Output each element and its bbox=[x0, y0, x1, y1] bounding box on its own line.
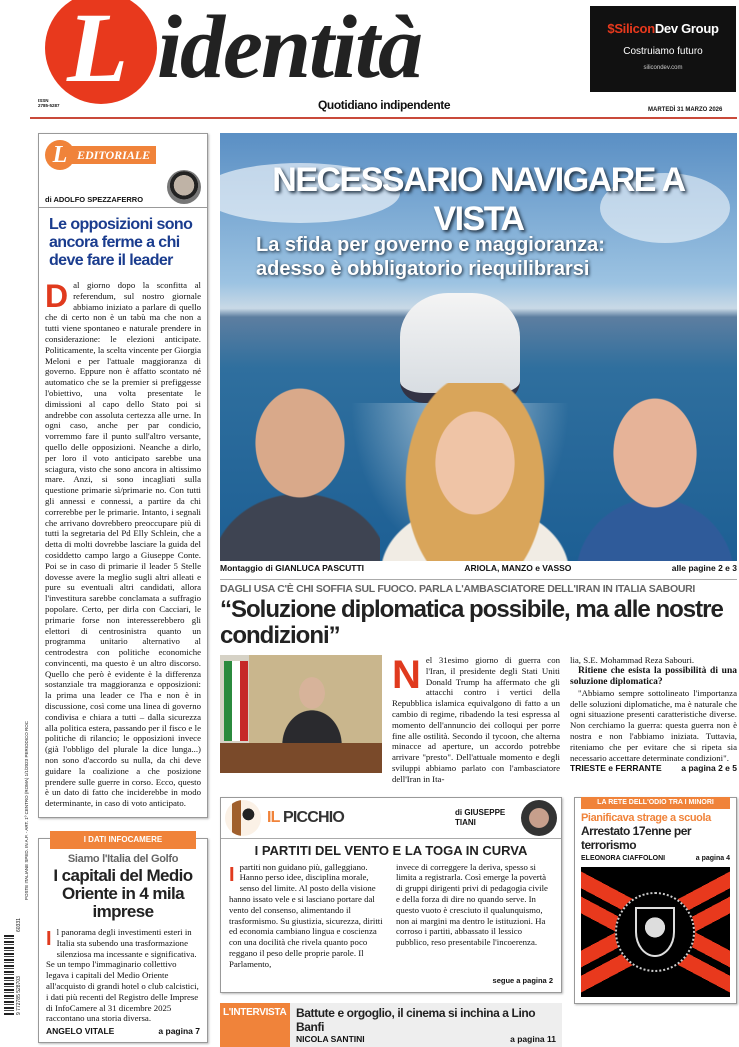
infocamere-box bbox=[38, 835, 208, 1043]
interview-author: NICOLA SANTINI bbox=[296, 1033, 365, 1044]
minors-headline[interactable]: Arrestato 17enne per terrorismo bbox=[581, 823, 692, 852]
logo[interactable] bbox=[45, 0, 565, 104]
interview-headline: Battute e orgoglio, il cinema si inchina a Lino Banfi bbox=[296, 1005, 536, 1034]
infocamere-text: Il panorama degli investimenti esteri in Italia sta subendo una trasformazione silenziosa ma incessante e significativa. Se un tempo l'immaginario collettivo legava i capitali del Medio Oriente all'acquisto di grandi hotel o club calcistici, i dati più recenti del Registro delle Imprese di InfoCamere al 31 dicembre 2025 raccontano una storia diversa. bbox=[46, 927, 199, 1024]
header-rule bbox=[30, 117, 737, 119]
photo-credit: Montaggio di GIANLUCA PASCUTTI bbox=[220, 563, 365, 573]
editorial-badge: L bbox=[45, 140, 75, 170]
ambassador-photo bbox=[220, 655, 382, 773]
person-right bbox=[570, 383, 737, 561]
picchio-author: di GIUSEPPE TIANI bbox=[455, 807, 506, 827]
interview-page-ref[interactable]: a pagina 11 bbox=[510, 1033, 556, 1044]
person-left bbox=[220, 383, 380, 561]
iran-text-col2: lia, S.E. Mohammad Reza Sabouri. Ritiene che esista la possibilità di una soluzione diplomatica? "Abbiamo sempre sottolineato l'importanza delle soluzioni diplomatiche, ma è naturale che ogni situazione presenti caratteristiche diverse. Non cerchiamo la guerra: questa guerra non è nostra e non l'abbiamo iniziata. Tuttavia, riteniamo che per evitare che si ripeta sia necessario accettare determinate condizioni". bbox=[570, 655, 737, 763]
infocamere-page-ref[interactable]: a pagina 7 bbox=[158, 1026, 200, 1037]
masthead bbox=[0, 0, 739, 120]
author-photo bbox=[167, 170, 201, 204]
minors-box bbox=[574, 797, 737, 1004]
minors-page-ref[interactable]: a pagina 4 bbox=[695, 854, 730, 862]
silicondev-ad[interactable]: $SiliconDev Group Costruiamo futuro silicondev.com bbox=[590, 6, 736, 92]
picchio-box bbox=[220, 797, 562, 993]
desk bbox=[220, 743, 382, 773]
editorial-author: di ADOLFO SPEZZAFERRO bbox=[45, 195, 144, 204]
hero-authors: ARIOLA, MANZO e VASSO bbox=[464, 563, 572, 573]
infocamere-headline[interactable]: I capitali del Medio Oriente in 4 mila imprese bbox=[53, 866, 193, 922]
infocamere-author: ANGELO VITALE bbox=[46, 1026, 115, 1037]
ad-url: silicondev.com bbox=[643, 65, 683, 71]
iran-page-ref[interactable]: a pagina 2 e 5 bbox=[681, 763, 737, 774]
iran-text-col1: Nel 31esimo giorno di guerra con l'Iran, il presidente degli Stati Uniti Donald Trump ha affermato che gli attacchi contro i vertici della Repubblica islamica equivalgono di fatto a un cambio di regime, ribadendo la tesi espressa al momento dell'annuncio dei colloqui per porre fine alle ostilità. Secondo il tycoon, che alterna minacce ad aperture, un accordo potrebbe arrivare "presto". Dell'attuale momento e degli sviluppi abbiamo parlato con l'ambasciatore dell'Iran in Ita- bbox=[392, 653, 560, 784]
tagline: Quotidiano indipendente bbox=[318, 98, 451, 112]
minors-author: ELEONORA CIAFFOLONI bbox=[581, 854, 666, 862]
interview-label: L'INTERVISTA bbox=[220, 1003, 290, 1047]
editorial-label: EDITORIALE bbox=[71, 146, 156, 164]
ambassador-figure bbox=[282, 675, 342, 743]
issue-date: MARTEDÌ 31 MARZO 2026 bbox=[648, 107, 723, 113]
ad-slogan: Costruiamo futuro bbox=[623, 46, 703, 57]
minors-label: LA RETE DELL'ODIO TRA I MINORI bbox=[581, 797, 730, 809]
barcode bbox=[4, 935, 14, 1015]
iran-flag bbox=[224, 661, 248, 741]
editorial-text: Dal giorno dopo la sconfitta al referendum, sul nostro giornale abbiamo iniziato a parlare di quello che di certo non è un tabù ma che non a tutti viene spontaneo e naturale prendere in considerazione: le elezioni anticipate. Politicamente, la scelta vincente per Giorgia Meloni e per l'attuale maggioranza di governo. Eppure non è affatto scontato né automatico che se la premier si prefiggesse l'obiettivo, una volta presentate le dimissioni al capo dello Stato poi si andrebbe con assoluta certezza alle urne. In ogni caso, anche per par condicio, vorremmo fare il punto sull'altro versante, quello delle opposizioni. Neanche a dirlo, per loro il voto anticipato sarebbe una sciagura, visto che sono ancora in altissimo mare. Anzi, si sono incagliati sulla questione primarie sì/primarie no. Con tutti gli annessi e connessi, a partire da chi correrebbe per le primarie. Intanto, i segnali che arrivano dovrebbero preoccupare più di tutti la segretaria del Pd Elly Schlein, che a detta di molti dovrebbe lasciare la guida del cosiddetto campo largo a Giuseppe Conte. Poi se in caso di primarie il leader 5 Stelle dovesse avere la meglio sugli altri alleati e pure su eventuali altri candidati, allora l'investitura sarebbe conclamata a suffragio popolare. Certo, per dirla con Cacciari, le primarie forse non interesserebbero gli elettori di centrosinistra quanto un programma unitario alternativo al centrodestra con politiche economiche convincenti, ma questo è un altro discorso. Quello che però è evidente è la differenza sostanziale tra maggioranza e opposizioni: la prima una leader ce l'ha e non è in discussione, così come una linea di governo condivisa e chiara a tutti – dalla sicurezza alla politica estera, passando per il fisco e le politiche di rilancio; le opposizioni invece (già l'obbligo del plurale la dice lunga...) non sono d'accordo su nulla, da chi deve guidare la coalizione a che posizione prendere sulle guerre in corso. Ecco, questo è un dato di fatto che inciderebbe in modo determinante, in caso di voto anticipato. bbox=[45, 278, 201, 809]
logo-l-letter: L bbox=[67, 0, 129, 103]
minors-kicker: Pianificava strage a scuola bbox=[581, 811, 711, 824]
picchio-continues[interactable]: segue a pagina 2 bbox=[492, 975, 553, 985]
interview-strip[interactable] bbox=[220, 1003, 562, 1047]
infocamere-kicker: Siamo l'Italia del Golfo bbox=[67, 853, 179, 866]
logo-wordmark: identità bbox=[157, 0, 422, 97]
hero-photo-montage[interactable] bbox=[220, 133, 737, 561]
issn: ISSN 2785-5287 bbox=[38, 98, 60, 108]
dollar-logo-icon: $ bbox=[607, 21, 615, 36]
hero-subhead: La sfida per governo e maggioranza: adesso è obbligatorio riequilibrarsi bbox=[256, 234, 605, 280]
woodpecker-icon bbox=[225, 800, 261, 836]
hero-page-ref[interactable]: alle pagine 2 e 3 bbox=[671, 563, 737, 573]
picchio-headline[interactable]: I PARTITI DEL VENTO E LA TOGA IN CURVA bbox=[254, 842, 528, 858]
picchio-text-col1: Ipartiti non guidano più, galleggiano. Hanno perso idee, disciplina morale, senso del limite. Al posto della visione hanno issato vele e si lasciano portare dal vento del consenso, alimentando il trasformismo. Su giustizia, sicurezza, diritti ed economia cambiano lingua e coscienza con una docilità che rivela quanto poco reggano il peso delle proprie parole. Il Parlamento, bbox=[229, 861, 383, 969]
extremist-flag-photo bbox=[581, 867, 730, 997]
iran-headline[interactable]: “Soluzione diplomatica possibile, ma alle nostre condizioni” bbox=[220, 596, 723, 649]
iran-authors: TRIESTE e FERRANTE bbox=[570, 763, 662, 774]
divider bbox=[220, 579, 737, 580]
infocamere-label: I DATI INFOCAMERE bbox=[50, 831, 196, 849]
picchio-text-col2: invece di correggere la deriva, spesso si limita a registrarla. Così emerge la povertà di gruppi dirigenti privi di pedagogia civile e della forza di dire no quando serve. In questo vuoto è cresciuto il qualunquismo, non ai margini ma dentro le istituzioni. Ha corroso i partiti, abbassato il lessico pubblico, reso presentabile l'incoerenza. bbox=[396, 861, 548, 948]
editorial-box bbox=[38, 133, 208, 818]
hero-headline: NECESSARIO NAVIGARE A VISTA bbox=[272, 161, 685, 238]
skull-shield-icon bbox=[635, 907, 675, 957]
author-photo bbox=[521, 800, 557, 836]
picchio-label: IL PICCHIO bbox=[267, 808, 345, 826]
iran-kicker: DAGLI USA C'È CHI SOFFIA SUL FUOCO. PARLA L'AMBASCIATORE DELL'IRAN IN ITALIA SABOURI bbox=[220, 583, 696, 595]
person-center bbox=[380, 383, 570, 561]
editorial-title: Le opposizioni sono ancora ferme a chi deve fare il leader bbox=[49, 216, 193, 269]
interview-question: Ritiene che esista la possibilità di una soluzione diplomatica? bbox=[570, 665, 737, 687]
